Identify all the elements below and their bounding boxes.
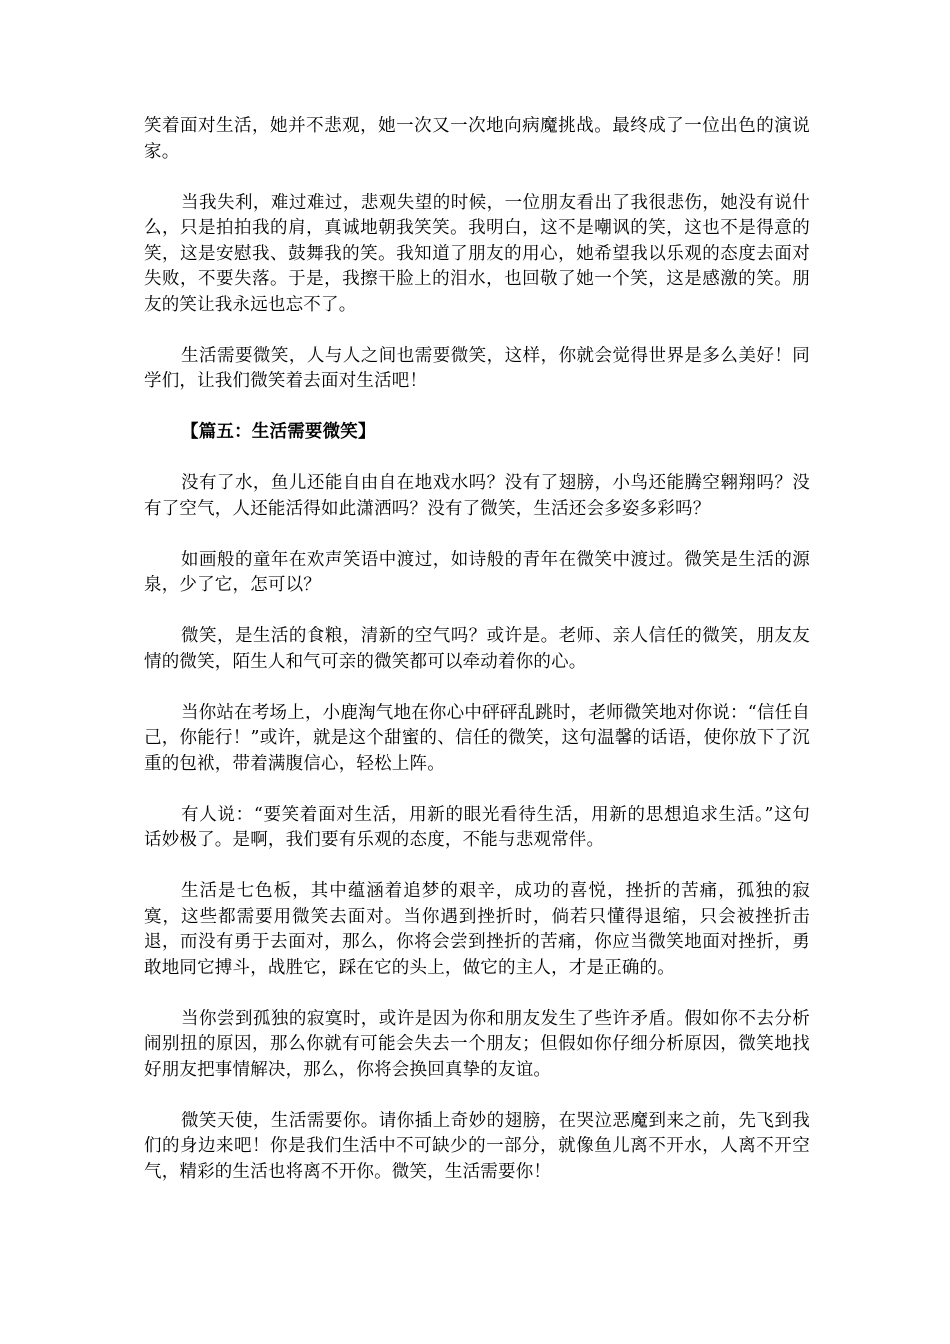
paragraph: 当我失利，难过难过，悲观失望的时候，一位朋友看出了我很悲伤，她没有说什么，只是拍拍我的肩，真诚地朝我笑笑。我明白，这不是嘲讽的笑，这也不是得意的笑，这是安慰我、鼓舞我的笑。我知道了朋友的用心，她希望我以乐观的态度去面对失败，不要失落。于是，我擦干脸上的泪水，也回敬了她一个笑，这是感激的笑。朋友的笑让我永远也忘不了。	[144, 192, 810, 315]
paragraph: 如画般的童年在欢声笑语中渡过，如诗般的青年在微笑中渡过。微笑是生活的源泉，少了它，怎可以？	[144, 549, 810, 595]
paragraph: 微笑，是生活的食粮，清新的空气吗？或许是。老师、亲人信任的微笑，朋友友情的微笑，陌生人和气可亲的微笑都可以牵动着你的心。	[144, 626, 810, 672]
paragraph: 笑着面对生活，她并不悲观，她一次又一次地向病魔挑战。最终成了一位出色的演说家。	[144, 116, 810, 162]
paragraph: 有人说：“要笑着面对生活，用新的眼光看待生活，用新的思想追求生活。”这句话妙极了。是啊，我们要有乐观的态度，不能与悲观常伴。	[144, 804, 810, 850]
paragraph: 没有了水，鱼儿还能自由自在地戏水吗？没有了翅膀，小鸟还能腾空翱翔吗？没有了空气，人还能活得如此潇洒吗？没有了微笑，生活还会多姿多彩吗？	[144, 473, 810, 519]
paragraph: 当你尝到孤独的寂寞时，或许是因为你和朋友发生了些许矛盾。假如你不去分析闹别扭的原因，那么你就有可能会失去一个朋友；但假如你仔细分析原因，微笑地找好朋友把事情解决，那么，你将会换回真挚的友谊。	[144, 1008, 810, 1080]
paragraph: 生活需要微笑，人与人之间也需要微笑，这样，你就会觉得世界是多么美好！同学们，让我们微笑着去面对生活吧！	[144, 345, 810, 391]
paragraph: 当你站在考场上，小鹿淘气地在你心中砰砰乱跳时，老师微笑地对你说：“信任自己，你能行！”或许，就是这个甜蜜的、信任的微笑，这句温馨的话语，使你放下了沉重的包袱，带着满腹信心，轻松上阵。	[144, 702, 810, 774]
document-body	[144, 114, 810, 1211]
section-heading: 【篇五：生活需要微笑】	[181, 422, 376, 442]
paragraph: 微笑天使，生活需要你。请你插上奇妙的翅膀，在哭泣恶魔到来之前，先飞到我们的身边来吧！你是我们生活中不可缺少的一部分，就像鱼儿离不开水，人离不开空气，精彩的生活也将离不开你。微笑，生活需要你！	[144, 1110, 810, 1182]
paragraph: 生活是七色板，其中蕴涵着追梦的艰辛，成功的喜悦，挫折的苦痛，孤独的寂寞，这些都需要用微笑去面对。当你遇到挫折时，倘若只懂得退缩，只会被挫折击退，而没有勇于去面对，那么，你将会尝到挫折的苦痛，你应当微笑地面对挫折，勇敢地同它搏斗，战胜它，踩在它的头上，做它的主人，才是正确的。	[144, 881, 810, 978]
